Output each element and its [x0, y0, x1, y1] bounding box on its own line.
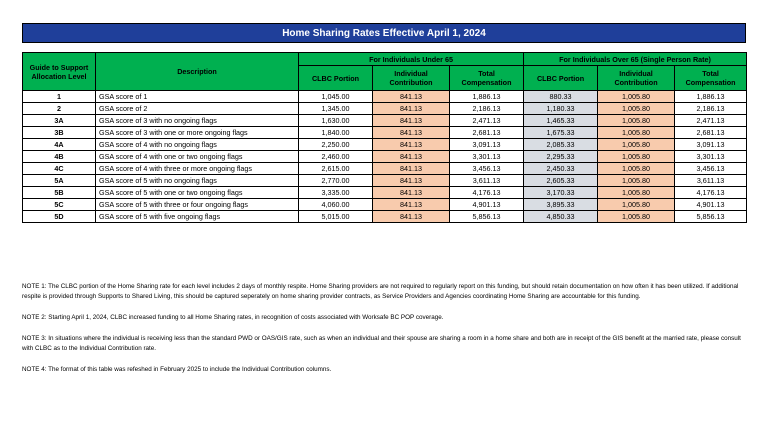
- under65-individual: 841.13: [373, 103, 450, 115]
- level-description: GSA score of 5 with no ongoing flags: [96, 175, 299, 187]
- under65-individual: 841.13: [373, 199, 450, 211]
- header-total-over: Total Compensation: [675, 66, 747, 91]
- table-row: [23, 115, 747, 127]
- header-clbc-under: CLBC Portion: [299, 66, 373, 91]
- over65-total: 4,901.13: [675, 199, 747, 211]
- table-row: [23, 187, 747, 199]
- over65-total: 3,301.13: [675, 151, 747, 163]
- table-row: [23, 151, 747, 163]
- over65-clbc: 1,675.33: [524, 127, 598, 139]
- over65-total: 1,886.13: [675, 91, 747, 103]
- level-code: 5A: [23, 175, 96, 187]
- header-over-65: For Individuals Over 65 (Single Person Rate): [524, 53, 747, 66]
- over65-individual: 1,005.80: [598, 175, 675, 187]
- over65-total: 2,681.13: [675, 127, 747, 139]
- under65-clbc: 4,060.00: [299, 199, 373, 211]
- table-row: [23, 139, 747, 151]
- under65-individual: 841.13: [373, 151, 450, 163]
- under65-total: 2,471.13: [450, 115, 524, 127]
- under65-clbc: 1,840.00: [299, 127, 373, 139]
- under65-total: 3,611.13: [450, 175, 524, 187]
- note-1: NOTE 1: The CLBC portion of the Home Sharing rate for each level includes 2 days of monthly respite. Home Sharing providers are not required to regularly report on this funding, but should retain documentation on how often it has been utilized. If additional respite is provided through Supports to Shared Living, this should be captured seperately on home sharing provider contracts, as Service Providers and Agencies coordinating Home Sharing are accountable for this funding.: [22, 283, 739, 300]
- under65-total: 4,901.13: [450, 199, 524, 211]
- under65-clbc: 3,335.00: [299, 187, 373, 199]
- level-description: GSA score of 2: [96, 103, 299, 115]
- over65-total: 5,856.13: [675, 211, 747, 223]
- under65-individual: 841.13: [373, 175, 450, 187]
- over65-individual: 1,005.80: [598, 199, 675, 211]
- level-description: GSA score of 1: [96, 91, 299, 103]
- under65-clbc: 2,460.00: [299, 151, 373, 163]
- level-code: 4A: [23, 139, 96, 151]
- table-row: [23, 163, 747, 175]
- under65-clbc: 1,045.00: [299, 91, 373, 103]
- level-description: GSA score of 5 with three or four ongoing flags: [96, 199, 299, 211]
- header-clbc-over: CLBC Portion: [524, 66, 598, 91]
- level-code: 3A: [23, 115, 96, 127]
- under65-total: 2,681.13: [450, 127, 524, 139]
- level-code: 1: [23, 91, 96, 103]
- table-row: [23, 127, 747, 139]
- over65-clbc: 2,295.33: [524, 151, 598, 163]
- under65-clbc: 2,770.00: [299, 175, 373, 187]
- level-description: GSA score of 4 with one or two ongoing flags: [96, 151, 299, 163]
- under65-total: 3,091.13: [450, 139, 524, 151]
- note-2: NOTE 2: Starting April 1, 2024, CLBC increased funding to all Home Sharing rates, in recognition of costs associated with Worksafe BC POP coverage.: [22, 314, 444, 321]
- over65-individual: 1,005.80: [598, 103, 675, 115]
- under65-total: 3,301.13: [450, 151, 524, 163]
- over65-clbc: 2,450.33: [524, 163, 598, 175]
- over65-clbc: 3,170.33: [524, 187, 598, 199]
- over65-clbc: 2,605.33: [524, 175, 598, 187]
- under65-individual: 841.13: [373, 115, 450, 127]
- under65-total: 2,186.13: [450, 103, 524, 115]
- over65-total: 2,186.13: [675, 103, 747, 115]
- over65-individual: 1,005.80: [598, 139, 675, 151]
- over65-individual: 1,005.80: [598, 211, 675, 223]
- level-description: GSA score of 4 with three or more ongoing flags: [96, 163, 299, 175]
- over65-total: 2,471.13: [675, 115, 747, 127]
- over65-total: 3,611.13: [675, 175, 747, 187]
- under65-individual: 841.13: [373, 139, 450, 151]
- over65-individual: 1,005.80: [598, 187, 675, 199]
- over65-individual: 1,005.80: [598, 91, 675, 103]
- note-3: NOTE 3: In situations where the individual is receiving less than the standard PWD or OAS/GIS rate, such as when an individual and their spouse are sharing a room in a home share and both are in receipt of the GIS benefit at the married rate, please consult with CLBC as to the Individual Contribution rate.: [22, 335, 741, 352]
- level-description: GSA score of 3 with no ongoing flags: [96, 115, 299, 127]
- over65-total: 3,456.13: [675, 163, 747, 175]
- table-title: Home Sharing Rates Effective April 1, 2024: [22, 23, 746, 43]
- level-code: 4C: [23, 163, 96, 175]
- header-total-under: Total Compensation: [450, 66, 524, 91]
- under65-total: 4,176.13: [450, 187, 524, 199]
- under65-clbc: 1,345.00: [299, 103, 373, 115]
- over65-clbc: 2,085.33: [524, 139, 598, 151]
- level-code: 3B: [23, 127, 96, 139]
- over65-clbc: 3,895.33: [524, 199, 598, 211]
- level-code: 5B: [23, 187, 96, 199]
- table-row: [23, 91, 747, 103]
- table-row: [23, 211, 747, 223]
- over65-clbc: 880.33: [524, 91, 598, 103]
- notes-section: [22, 282, 750, 386]
- under65-individual: 841.13: [373, 91, 450, 103]
- over65-clbc: 1,465.33: [524, 115, 598, 127]
- table-row: [23, 103, 747, 115]
- level-code: 5D: [23, 211, 96, 223]
- over65-individual: 1,005.80: [598, 163, 675, 175]
- level-description: GSA score of 4 with no ongoing flags: [96, 139, 299, 151]
- header-description: Description: [96, 53, 299, 91]
- note-4: NOTE 4: The format of this table was refeshed in February 2025 to include the Individual Contribution columns.: [22, 366, 332, 373]
- under65-individual: 841.13: [373, 211, 450, 223]
- under65-clbc: 2,250.00: [299, 139, 373, 151]
- over65-total: 4,176.13: [675, 187, 747, 199]
- table-row: [23, 175, 747, 187]
- under65-clbc: 2,615.00: [299, 163, 373, 175]
- table-row: [23, 199, 747, 211]
- over65-individual: 1,005.80: [598, 151, 675, 163]
- under65-individual: 841.13: [373, 127, 450, 139]
- over65-clbc: 1,180.33: [524, 103, 598, 115]
- over65-individual: 1,005.80: [598, 115, 675, 127]
- under65-total: 5,856.13: [450, 211, 524, 223]
- level-description: GSA score of 5 with five ongoing flags: [96, 211, 299, 223]
- rates-table: [22, 52, 747, 223]
- header-individual-under: Individual Contribution: [373, 66, 450, 91]
- under65-total: 1,886.13: [450, 91, 524, 103]
- level-code: 5C: [23, 199, 96, 211]
- level-description: GSA score of 3 with one or more ongoing flags: [96, 127, 299, 139]
- under65-individual: 841.13: [373, 187, 450, 199]
- over65-total: 3,091.13: [675, 139, 747, 151]
- level-description: GSA score of 5 with one or two ongoing flags: [96, 187, 299, 199]
- over65-clbc: 4,850.33: [524, 211, 598, 223]
- level-code: 4B: [23, 151, 96, 163]
- under65-clbc: 5,015.00: [299, 211, 373, 223]
- under65-clbc: 1,630.00: [299, 115, 373, 127]
- under65-individual: 841.13: [373, 163, 450, 175]
- over65-individual: 1,005.80: [598, 127, 675, 139]
- level-code: 2: [23, 103, 96, 115]
- header-guide: Guide to Support Allocation Level: [23, 53, 96, 91]
- under65-total: 3,456.13: [450, 163, 524, 175]
- header-individual-over: Individual Contribution: [598, 66, 675, 91]
- header-under-65: For Individuals Under 65: [299, 53, 524, 66]
